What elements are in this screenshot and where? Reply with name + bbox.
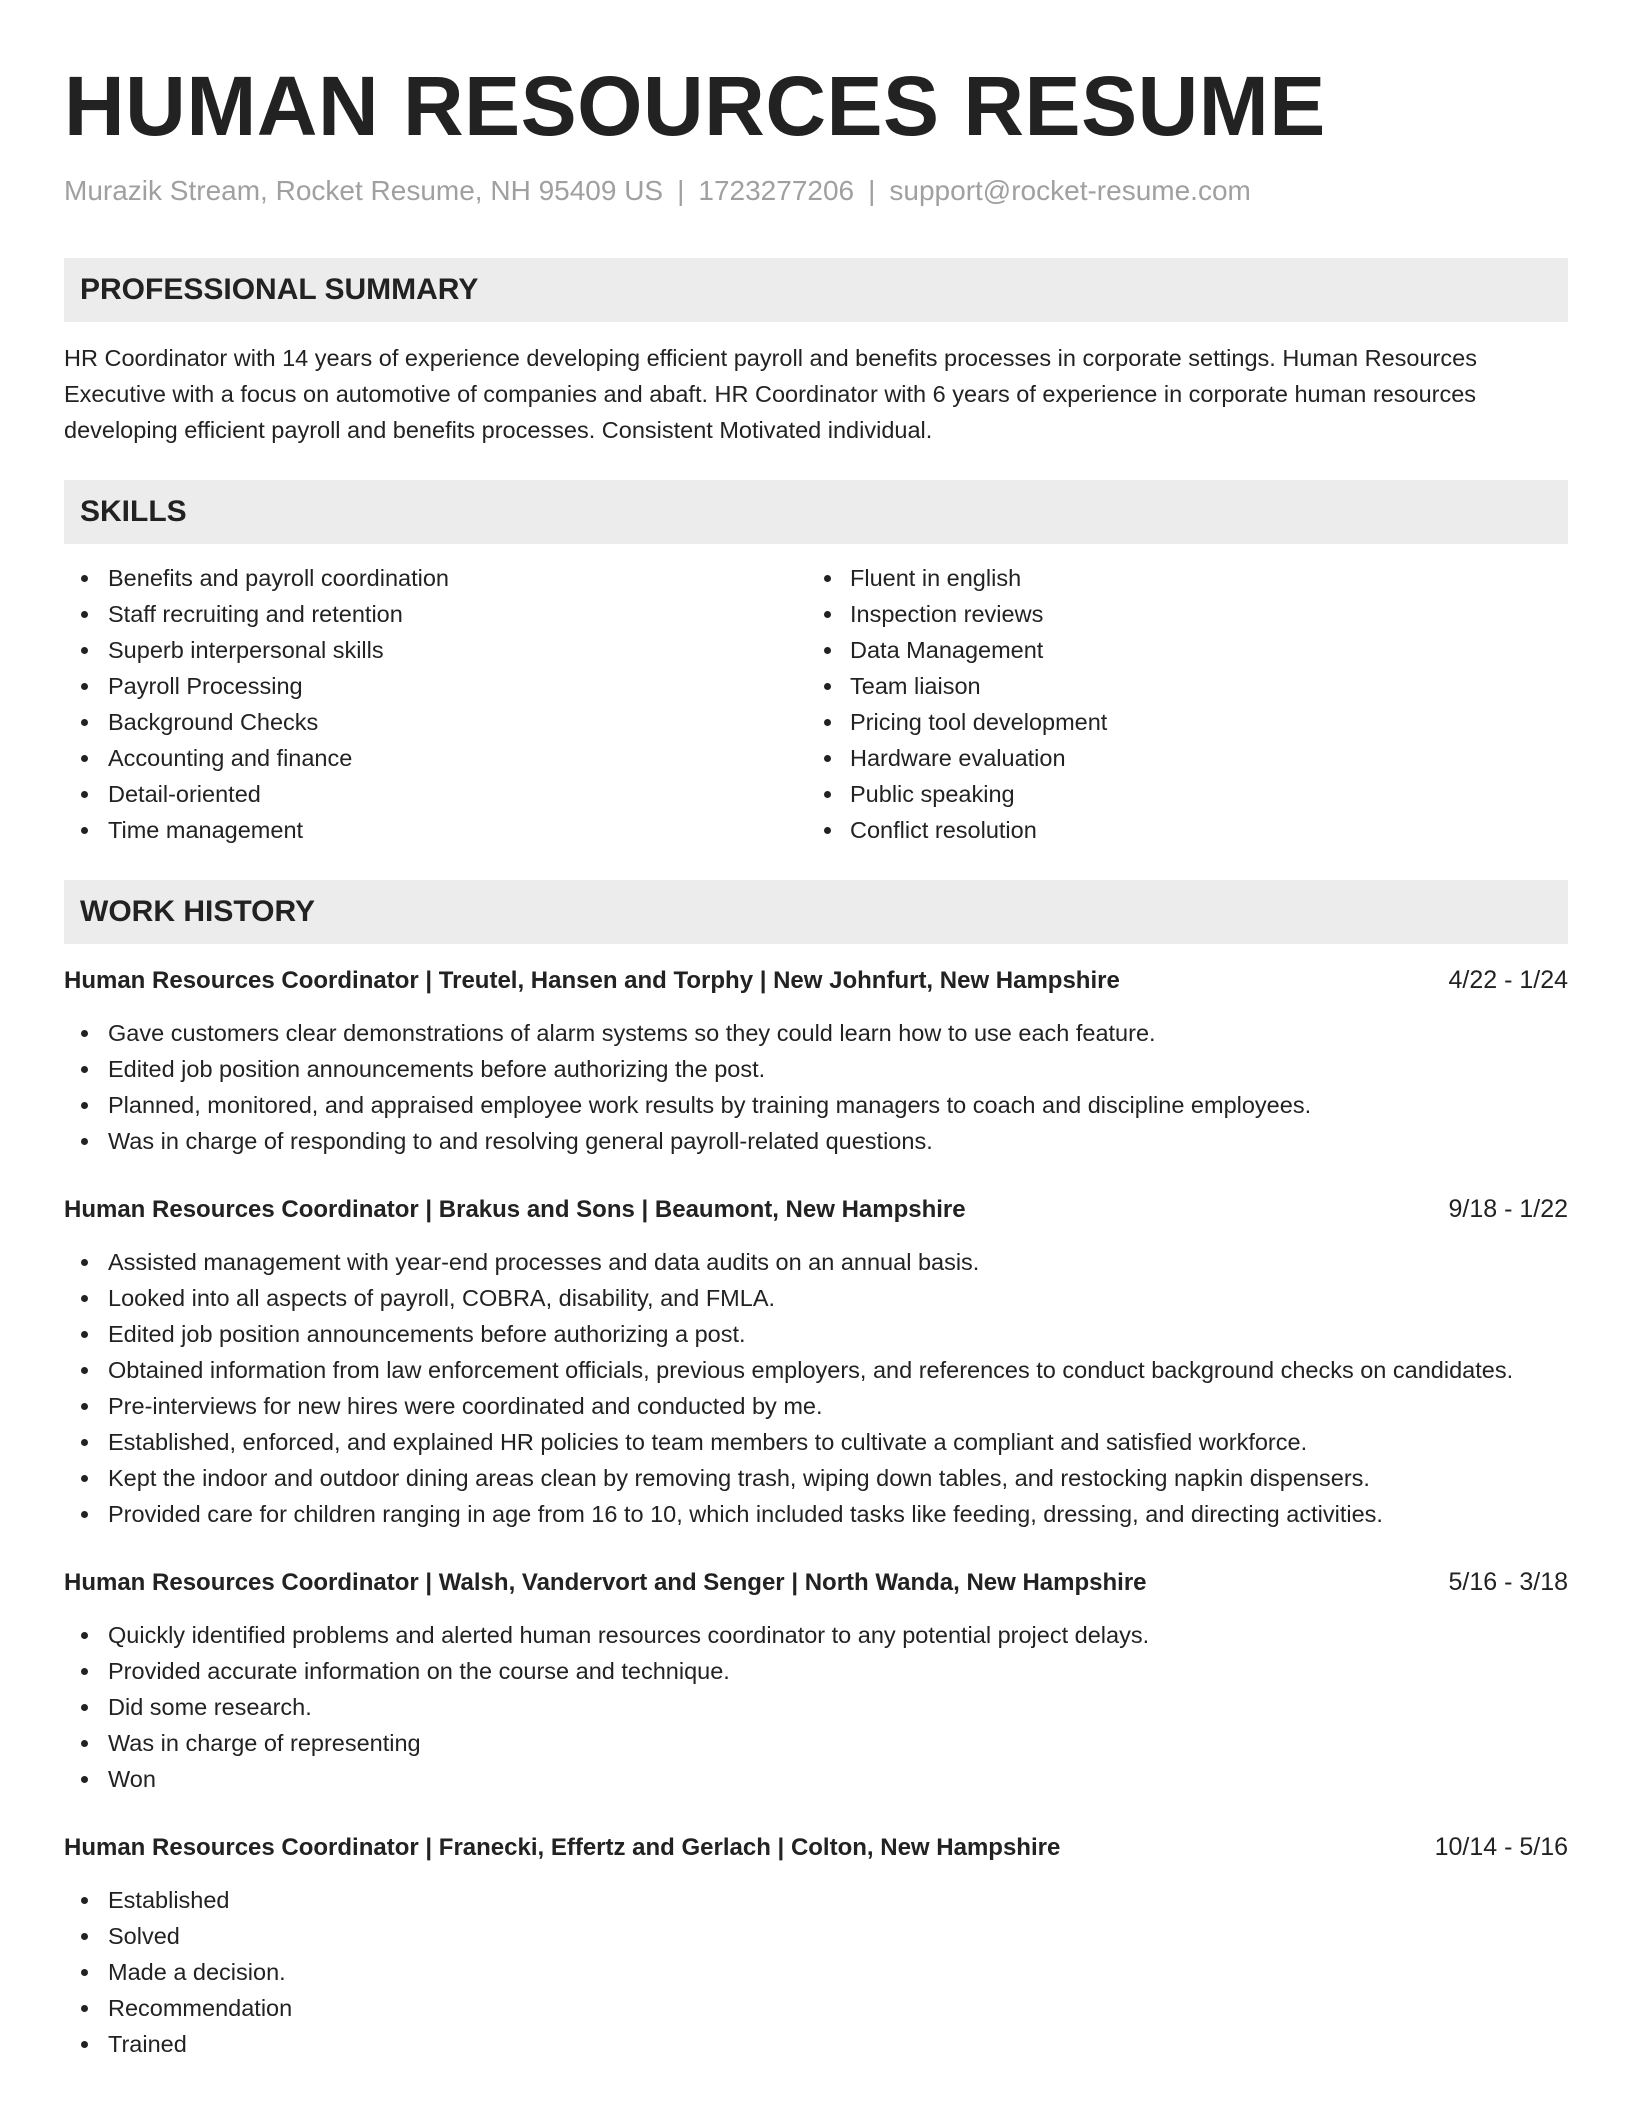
job-entry [64,1564,1568,1797]
job-bullet: Solved [64,1918,1568,1954]
skills-column-left [64,560,816,848]
skill-item: Background Checks [64,704,816,740]
skill-item: Inspection reviews [816,596,1568,632]
job-bullet: Was in charge of responding to and resolving general payroll-related questions. [64,1123,1568,1159]
job-header [64,1191,1568,1228]
skills-list [64,560,1568,848]
contact-line [64,174,1568,208]
skills-column-right [816,560,1568,848]
job-bullet: Did some research. [64,1689,1568,1725]
job-bullet: Gave customers clear demonstrations of alarm systems so they could learn how to use each feature. [64,1015,1568,1051]
job-dates: 10/14 - 5/16 [1434,1832,1568,1861]
job-bullet: Edited job position announcements before authorizing a post. [64,1316,1568,1352]
skill-item: Data Management [816,632,1568,668]
skill-item: Public speaking [816,776,1568,812]
section-heading-work-history: WORK HISTORY [64,880,1568,944]
job-bullet: Edited job position announcements before authorizing the post. [64,1051,1568,1087]
job-title: Human Resources Coordinator | Brakus and Sons | Beaumont, New Hampshire [64,1195,966,1223]
job-bullet: Assisted management with year-end processes and data audits on an annual basis. [64,1244,1568,1280]
job-entry [64,1829,1568,2062]
skill-item: Pricing tool development [816,704,1568,740]
job-dates: 9/18 - 1/22 [1448,1194,1568,1223]
skill-item: Superb interpersonal skills [64,632,816,668]
job-entry [64,962,1568,1159]
skill-item: Conflict resolution [816,812,1568,848]
job-entry [64,1191,1568,1532]
job-bullet: Planned, monitored, and appraised employee work results by training managers to coach and discipline employees. [64,1087,1568,1123]
job-bullet: Established, enforced, and explained HR policies to team members to cultivate a compliant and satisfied workforce. [64,1424,1568,1460]
job-bullet: Trained [64,2026,1568,2062]
job-title: Human Resources Coordinator | Walsh, Vandervort and Senger | North Wanda, New Hampshire [64,1568,1147,1596]
skill-item: Payroll Processing [64,668,816,704]
job-header [64,962,1568,999]
job-bullets [64,1015,1568,1159]
contact-separator: | [677,175,685,206]
resume-title: HUMAN RESOURCES RESUME [64,59,1326,153]
contact-address: Murazik Stream, Rocket Resume, NH 95409 US [64,175,664,206]
contact-phone: 1723277206 [698,175,855,206]
job-bullets [64,1617,1568,1797]
job-bullet: Kept the indoor and outdoor dining areas clean by removing trash, wiping down tables, and restocking napkin dispensers. [64,1460,1568,1496]
job-bullets [64,1244,1568,1532]
job-bullet: Made a decision. [64,1954,1568,1990]
job-bullet: Quickly identified problems and alerted human resources coordinator to any potential project delays. [64,1617,1568,1653]
skill-item: Fluent in english [816,560,1568,596]
job-bullet: Looked into all aspects of payroll, COBRA, disability, and FMLA. [64,1280,1568,1316]
skill-item: Team liaison [816,668,1568,704]
job-bullet: Obtained information from law enforcement officials, previous employers, and references to conduct background checks on candidates. [64,1352,1568,1388]
job-header [64,1564,1568,1601]
job-bullet: Provided accurate information on the course and technique. [64,1653,1568,1689]
job-dates: 5/16 - 3/18 [1448,1567,1568,1596]
skill-item: Hardware evaluation [816,740,1568,776]
skill-item: Accounting and finance [64,740,816,776]
job-bullet: Established [64,1882,1568,1918]
job-header [64,1829,1568,1866]
skill-item: Benefits and payroll coordination [64,560,816,596]
skill-item: Time management [64,812,816,848]
section-heading-skills: SKILLS [64,480,1568,544]
job-title: Human Resources Coordinator | Franecki, Effertz and Gerlach | Colton, New Hampshire [64,1833,1061,1861]
contact-separator: | [868,175,876,206]
skill-item: Staff recruiting and retention [64,596,816,632]
job-bullet: Won [64,1761,1568,1797]
job-bullet: Was in charge of representing [64,1725,1568,1761]
job-dates: 4/22 - 1/24 [1448,965,1568,994]
job-title: Human Resources Coordinator | Treutel, Hansen and Torphy | New Johnfurt, New Hampshire [64,966,1120,994]
summary-text: HR Coordinator with 14 years of experience developing efficient payroll and benefits processes in corporate settings. Human Resources Executive with a focus on automotive of companies and abaft. HR Coordinator with 6 years of experience in corporate human resources developing efficient payroll and benefits processes. Consistent Motivated individual. [64,344,1477,443]
section-heading-summary: PROFESSIONAL SUMMARY [64,258,1568,322]
job-bullet: Recommendation [64,1990,1568,2026]
contact-email: support@rocket-resume.com [889,175,1251,206]
job-bullets [64,1882,1568,2062]
skill-item: Detail-oriented [64,776,816,812]
job-bullet: Pre-interviews for new hires were coordinated and conducted by me. [64,1388,1568,1424]
job-bullet: Provided care for children ranging in age from 16 to 10, which included tasks like feeding, dressing, and directing activities. [64,1496,1568,1532]
